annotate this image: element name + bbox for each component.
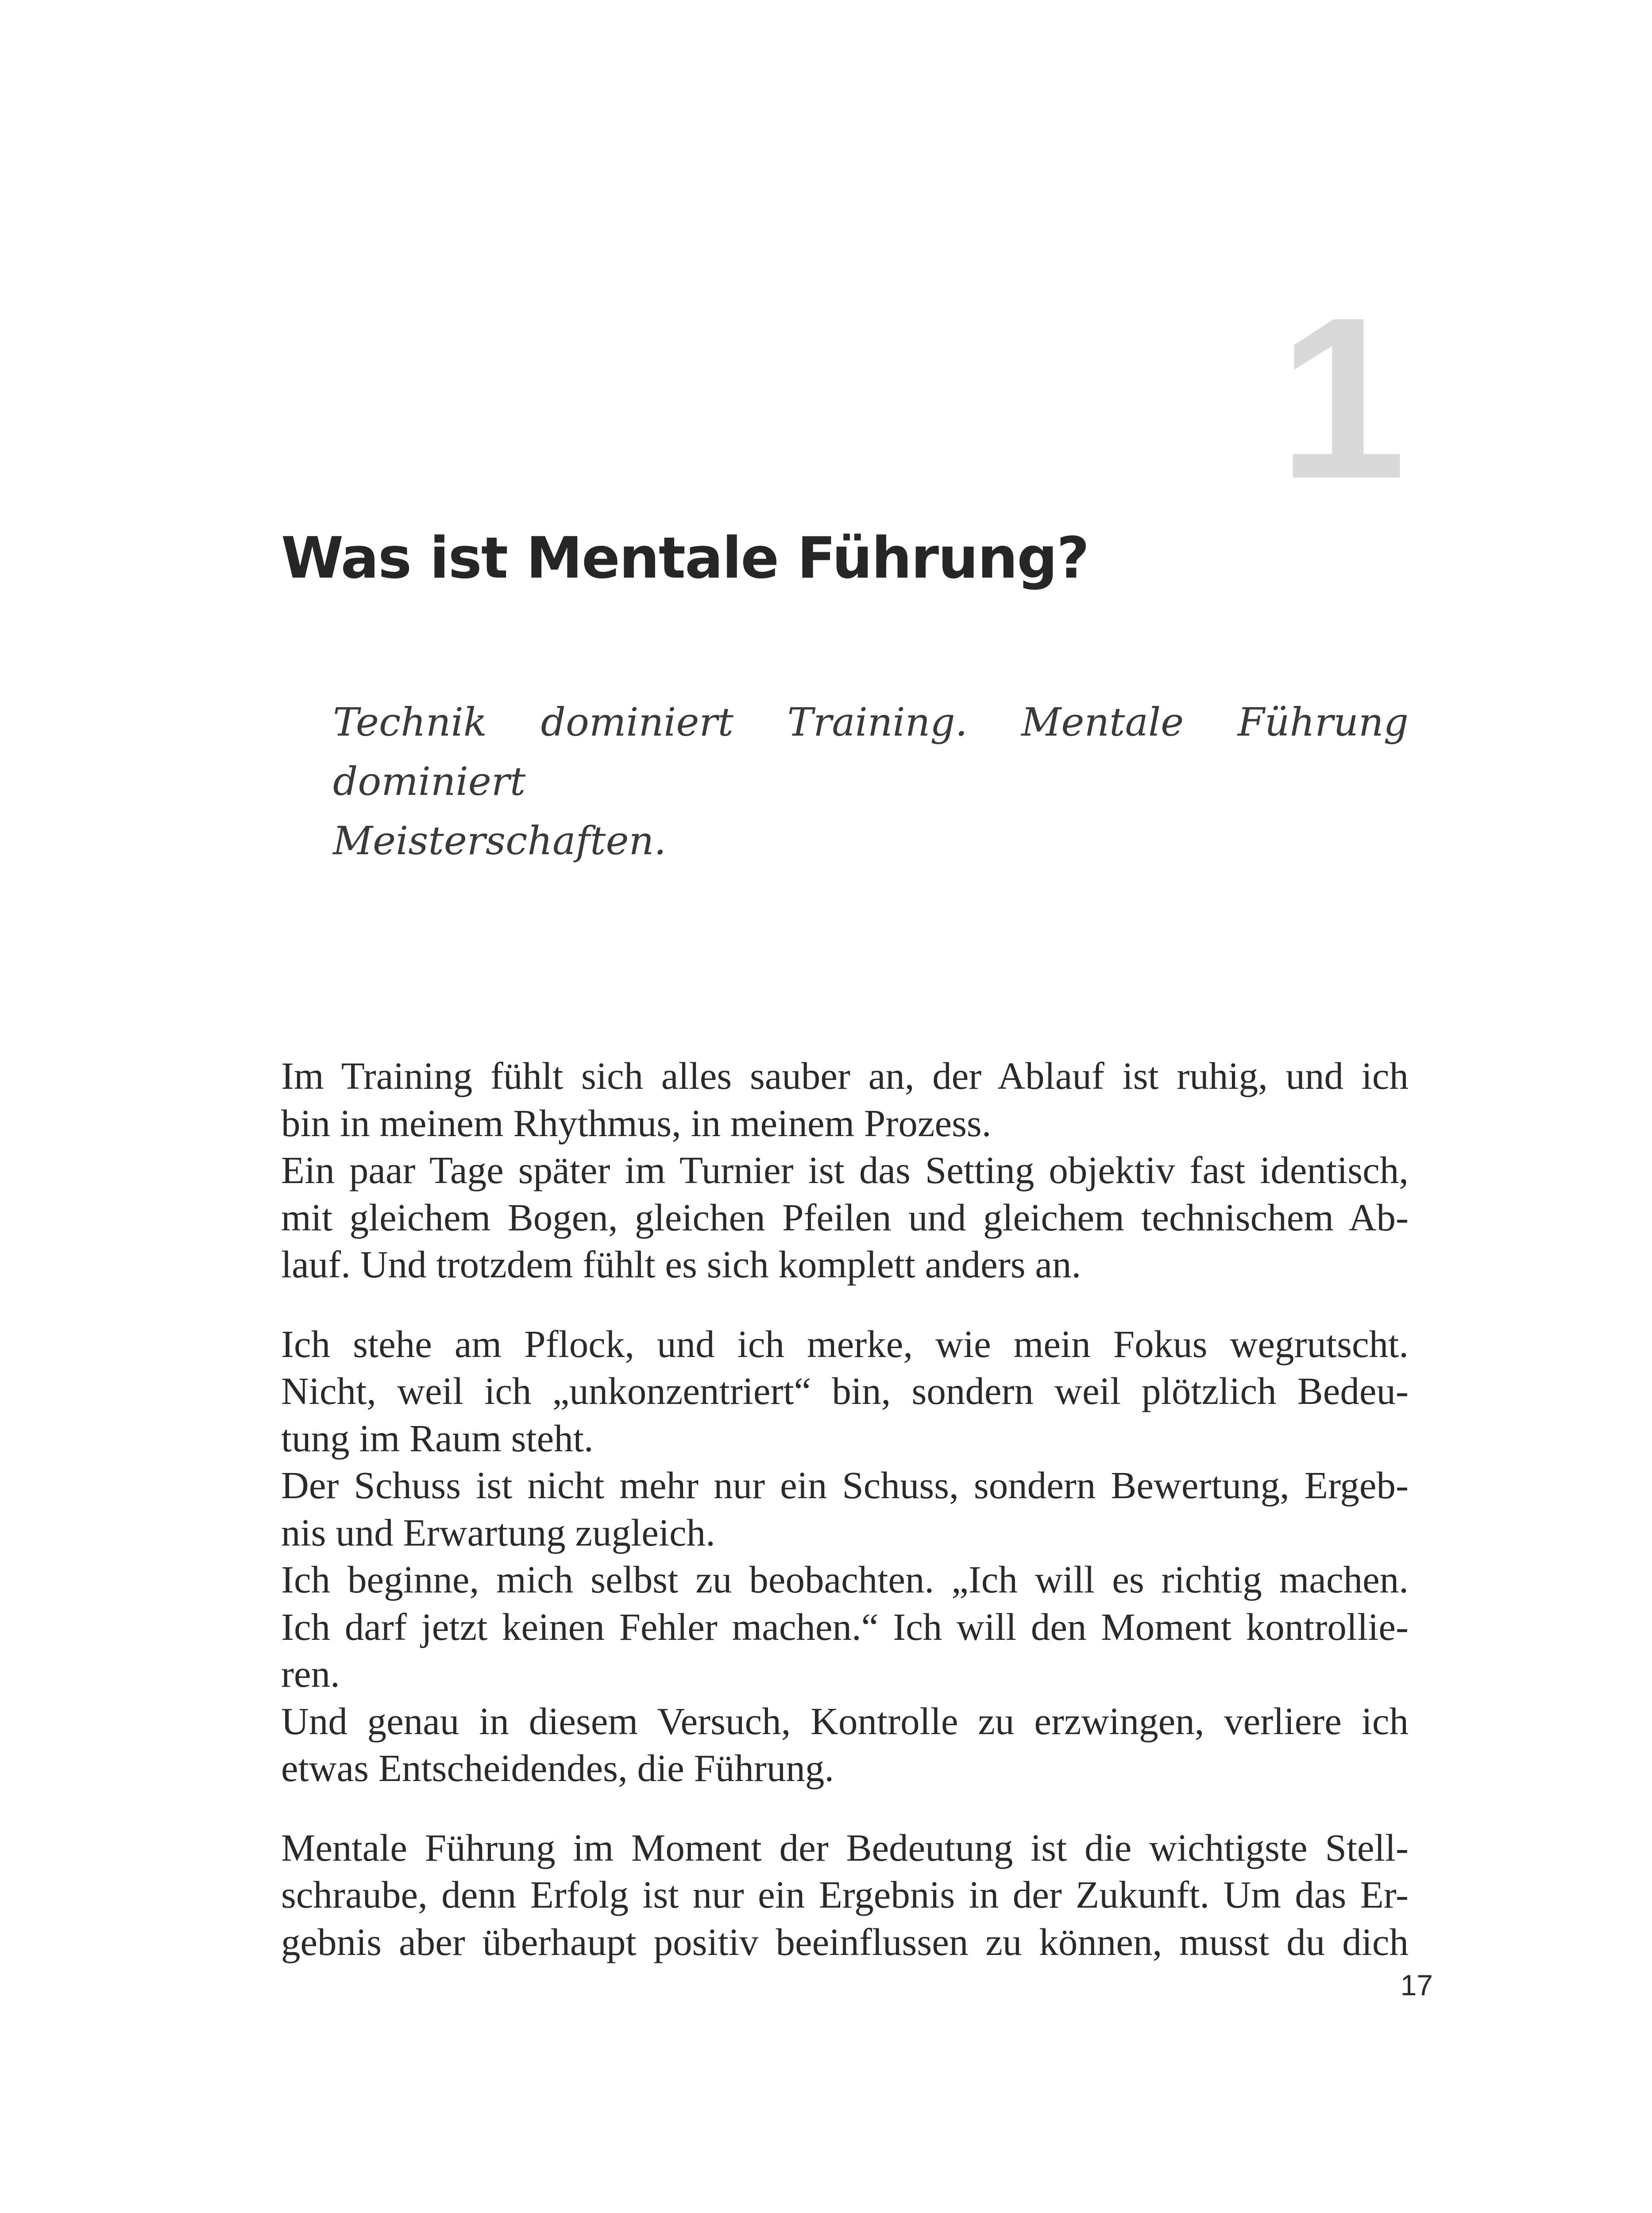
text-line: bin in meinem Rhythmus, in meinem Prozess. xyxy=(281,1101,992,1145)
text-line: gebnis aber überhaupt positiv beeinflussen zu können, musst du dich xyxy=(281,1920,1409,1963)
page-number: 17 xyxy=(1400,1969,1433,2001)
text-line: lauf. Und trotzdem fühlt es sich komplett anders an. xyxy=(281,1243,1081,1286)
chapter-title: Was ist Mentale Führung? xyxy=(281,525,1089,591)
text-line: Ich darf jetzt keinen Fehler machen.“ Ich will den Moment kontrollie- xyxy=(281,1605,1409,1648)
epigraph-line: Technik dominiert Training. Mentale Führung dominiert xyxy=(333,699,1409,804)
epigraph-line: Meisterschaften. xyxy=(333,818,667,864)
text-line: Mentale Führung im Moment der Bedeutung ist die wichtigste Stell- xyxy=(281,1826,1409,1869)
text-line: nis und Erwartung zugleich. xyxy=(281,1511,715,1554)
text-line: tung im Raum steht. xyxy=(281,1416,594,1460)
chapter-epigraph xyxy=(333,693,1409,871)
body-text xyxy=(281,1053,1409,1966)
text-line: Ein paar Tage später im Turnier ist das Setting objektiv fast identisch, xyxy=(281,1149,1409,1191)
text-line: schraube, denn Erfolg ist nur ein Ergebnis in der Zukunft. Um das Er- xyxy=(281,1873,1409,1916)
chapter-number: 1 xyxy=(1278,270,1406,527)
text-line: Ich stehe am Pflock, und ich merke, wie mein Fokus wegrutscht. xyxy=(281,1322,1409,1365)
text-line: ren. xyxy=(281,1652,340,1695)
text-line: Der Schuss ist nicht mehr nur ein Schuss, sondern Bewertung, Ergeb- xyxy=(281,1464,1409,1507)
paragraph-gap xyxy=(281,1288,1409,1321)
text-line: mit gleichem Bogen, gleichen Pfeilen und gleichem technischem Ab- xyxy=(281,1195,1409,1239)
paragraph-gap xyxy=(281,1792,1409,1824)
text-line: Nicht, weil ich „unkonzentriert“ bin, sondern weil plötzlich Bedeu- xyxy=(281,1369,1409,1412)
text-line: etwas Entscheidendes, die Führung. xyxy=(281,1746,834,1789)
text-line: Ich beginne, mich selbst zu beobachten. „Ich will es richtig machen. xyxy=(281,1558,1409,1601)
text-line: Im Training fühlt sich alles sauber an, der Ablauf ist ruhig, und ich xyxy=(281,1054,1409,1097)
text-line: Und genau in diesem Versuch, Kontrolle zu erzwingen, verliere ich xyxy=(281,1699,1409,1743)
